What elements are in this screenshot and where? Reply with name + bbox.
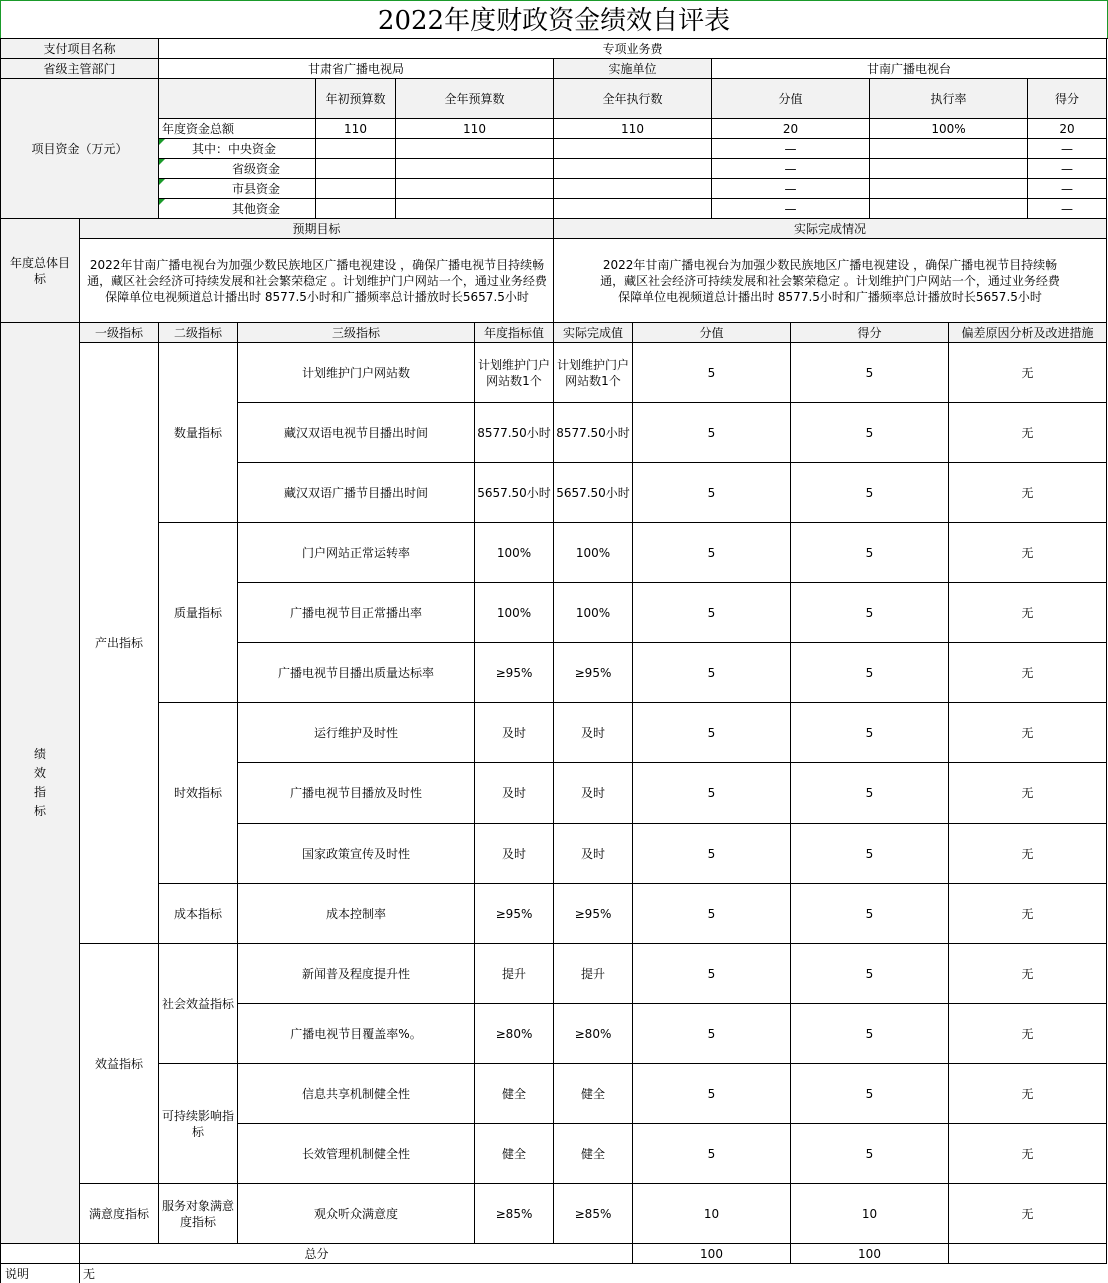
indicator-actual: 100% — [575, 605, 611, 620]
funds-value: — — [784, 181, 797, 196]
funds-value: 110 — [463, 121, 486, 136]
indicator-actual: 计划维护门户网站数1个 — [556, 357, 629, 388]
level1-indicator: 效益指标 — [94, 1056, 143, 1071]
funds-value: — — [784, 161, 797, 176]
level2-indicator: 服务对象满意度指标 — [161, 1198, 234, 1229]
indicator-name: 门户网站正常运转率 — [301, 545, 410, 560]
funds-value: — — [1061, 181, 1073, 196]
indicator-target: ≥95% — [495, 665, 533, 680]
indicators-col-header: 实际完成值 — [562, 325, 623, 340]
indicator-weight: 5 — [707, 605, 716, 620]
level2-indicator: 数量指标 — [173, 425, 222, 440]
indicator-note: 无 — [1021, 605, 1034, 620]
funds-row-label: 年度资金总额 — [162, 121, 235, 136]
funds-row-label: 省级资金 — [232, 161, 281, 176]
indicator-score: 5 — [865, 966, 874, 981]
indicator-weight: 5 — [707, 966, 716, 981]
indicator-name: 计划维护门户网站数 — [301, 365, 410, 380]
indicator-actual: ≥95% — [574, 665, 612, 680]
indicator-actual: 及时 — [580, 725, 605, 740]
indicator-weight: 5 — [707, 1086, 716, 1101]
indicator-weight: 5 — [707, 906, 716, 921]
expected-goal-text: 2022年甘南广播电视台为加强少数民族地区广播电视建设 ，确保广播电视节目持续畅通，藏区社会经济可持续发展和社会繁荣稳定 。计划维护门户网站一个，通过业务经费保障单位电视频道总计播出时 8577.5小时和广播频率总计播放时长5657.5小时 — [87, 257, 547, 304]
indicator-score: 5 — [865, 906, 874, 921]
indicator-weight: 5 — [707, 365, 716, 380]
indicator-target: 及时 — [501, 786, 526, 800]
indicator-score: 10 — [861, 1206, 878, 1221]
indicators-col-header: 得分 — [857, 325, 882, 340]
funds-col-header: 分值 — [778, 91, 803, 106]
indicator-name: 藏汉双语广播节目播出时间 — [283, 485, 428, 500]
indicators-col-header: 二级指标 — [173, 325, 222, 340]
indicators-section-label: 绩 效 指 标 — [33, 747, 46, 818]
project-name: 专项业务费 — [602, 41, 663, 56]
indicator-target: 5657.50小时 — [477, 485, 551, 500]
funds-col-header: 得分 — [1054, 91, 1079, 106]
funds-value: 20 — [1059, 121, 1075, 136]
indicator-name: 广播电视节目正常播出率 — [289, 605, 422, 620]
remarks-text: 无 — [83, 1266, 96, 1281]
funds-col-header: 年初预算数 — [325, 91, 386, 106]
indicator-name: 广播电视节目播放及时性 — [289, 786, 422, 800]
indicator-target: 100% — [496, 605, 532, 620]
indicators-col-header: 偏差原因分析及改进措施 — [961, 325, 1094, 340]
indicator-score: 5 — [865, 665, 874, 680]
funds-col-header: 全年执行数 — [602, 91, 663, 106]
total-label: 总分 — [304, 1246, 329, 1261]
indicator-name: 成本控制率 — [325, 906, 386, 921]
indicator-actual: ≥95% — [574, 906, 612, 921]
funds-value: — — [784, 141, 797, 156]
indicator-note: 无 — [1021, 966, 1034, 981]
indicator-score: 5 — [865, 605, 874, 620]
indicator-target: 计划维护门户网站数1个 — [477, 357, 550, 388]
indicator-name: 新闻普及程度提升性 — [301, 966, 410, 981]
indicator-note: 无 — [1021, 485, 1034, 500]
indicator-weight: 10 — [703, 1206, 720, 1221]
indicator-target: 及时 — [501, 725, 526, 740]
funds-value: 110 — [621, 121, 644, 136]
total-score: 100 — [858, 1246, 881, 1261]
indicator-note: 无 — [1021, 1026, 1034, 1041]
indicator-weight: 5 — [707, 1026, 716, 1041]
indicator-name: 观众听众满意度 — [313, 1206, 398, 1221]
indicator-note: 无 — [1021, 1086, 1034, 1101]
funds-row-label: 其他资金 — [232, 201, 281, 216]
dept-name: 甘肃省广播电视局 — [307, 61, 404, 76]
indicator-weight: 5 — [707, 425, 716, 440]
level1-indicator: 满意度指标 — [88, 1206, 149, 1221]
indicator-name: 藏汉双语电视节目播出时间 — [283, 425, 428, 440]
indicator-name: 运行维护及时性 — [313, 725, 398, 740]
indicator-name: 国家政策宣传及时性 — [301, 846, 410, 861]
indicator-actual: 及时 — [580, 846, 605, 861]
indicator-note: 无 — [1021, 786, 1034, 800]
indicator-name: 长效管理机制健全性 — [301, 1146, 410, 1161]
total-weight: 100 — [700, 1246, 723, 1261]
project-name-label: 支付项目名称 — [43, 41, 116, 56]
indicators-col-header: 年度指标值 — [483, 325, 544, 340]
indicator-target: 及时 — [501, 846, 526, 861]
indicator-note: 无 — [1021, 665, 1034, 680]
indicator-target: ≥80% — [495, 1026, 533, 1041]
funds-row-label: 市县资金 — [232, 181, 281, 196]
level2-indicator: 成本指标 — [173, 906, 222, 921]
indicator-name: 广播电视节目覆盖率%。 — [290, 1026, 422, 1041]
indicator-score: 5 — [865, 1086, 874, 1101]
indicator-weight: 5 — [707, 846, 716, 861]
goals-label: 年度总体目标 — [9, 255, 70, 286]
indicator-actual: 100% — [575, 545, 611, 560]
indicator-target: 健全 — [501, 1146, 526, 1161]
indicator-score: 5 — [865, 425, 874, 440]
indicator-note: 无 — [1021, 906, 1034, 921]
indicator-actual: 5657.50小时 — [556, 485, 630, 500]
indicator-target: ≥95% — [495, 906, 533, 921]
indicator-weight: 5 — [707, 725, 716, 740]
indicator-note: 无 — [1021, 1206, 1034, 1221]
funds-value: — — [1061, 201, 1073, 216]
impl-label: 实施单位 — [608, 61, 657, 76]
level2-indicator: 社会效益指标 — [161, 996, 234, 1011]
indicator-weight: 5 — [707, 665, 716, 680]
indicator-actual: ≥80% — [574, 1026, 612, 1041]
funds-value: — — [1061, 161, 1073, 176]
actual-goal-header: 实际完成情况 — [793, 221, 866, 236]
indicator-actual: 及时 — [580, 786, 605, 800]
level2-indicator: 质量指标 — [173, 605, 222, 620]
funds-value: 20 — [782, 121, 799, 136]
indicator-score: 5 — [865, 725, 874, 740]
indicator-weight: 5 — [707, 786, 716, 800]
indicator-actual: 8577.50小时 — [556, 425, 630, 440]
indicator-weight: 5 — [707, 485, 716, 500]
indicator-weight: 5 — [707, 545, 716, 560]
level2-indicator: 时效指标 — [173, 786, 222, 800]
indicator-actual: 健全 — [580, 1146, 605, 1161]
actual-goal-text: 2022年甘南广播电视台为加强少数民族地区广播电视建设 ，确保广播电视节目持续畅通，藏区社会经济可持续发展和社会繁荣稳定 。计划维护门户网站一个，通过业务经费保障单位电视频道总计播出时 8577.5小时和广播频率总计播放时长5657.5小时 — [600, 257, 1060, 304]
indicator-name: 信息共享机制健全性 — [301, 1086, 410, 1101]
impl-name: 甘南广播电视台 — [866, 61, 951, 76]
indicator-score: 5 — [865, 846, 874, 861]
funds-section-label: 项目资金（万元） — [31, 141, 128, 156]
indicator-name: 广播电视节目播出质量达标率 — [277, 665, 434, 680]
indicator-score: 5 — [865, 786, 874, 800]
indicator-actual: 健全 — [580, 1086, 605, 1101]
indicator-target: 100% — [496, 545, 532, 560]
level2-indicator: 可持续影响指标 — [161, 1108, 234, 1139]
funds-value: 100% — [931, 121, 966, 136]
page-title: 2022年度财政资金绩效自评表 — [377, 5, 731, 36]
level1-indicator: 产出指标 — [94, 636, 143, 650]
indicator-note: 无 — [1021, 425, 1034, 440]
indicator-target: 健全 — [501, 1086, 526, 1101]
funds-value: — — [1061, 141, 1073, 156]
indicator-note: 无 — [1021, 365, 1034, 380]
indicator-actual: 提升 — [580, 966, 605, 981]
indicators-col-header: 分值 — [699, 325, 724, 340]
indicator-note: 无 — [1021, 846, 1034, 861]
funds-value: — — [784, 201, 797, 216]
expected-goal-header: 预期目标 — [292, 221, 341, 236]
indicator-target: 提升 — [501, 966, 526, 981]
funds-col-header: 全年预算数 — [444, 91, 505, 106]
indicator-score: 5 — [865, 545, 874, 560]
indicator-note: 无 — [1021, 725, 1034, 740]
funds-col-header: 执行率 — [930, 91, 967, 106]
indicator-score: 5 — [865, 485, 874, 500]
dept-label: 省级主管部门 — [43, 61, 116, 76]
indicator-score: 5 — [865, 1146, 874, 1161]
funds-row-label: 其中：中央资金 — [192, 141, 277, 156]
indicator-score: 5 — [865, 1026, 874, 1041]
indicator-target: ≥85% — [495, 1206, 533, 1221]
indicator-weight: 5 — [707, 1146, 716, 1161]
indicator-note: 无 — [1021, 1146, 1034, 1161]
funds-value: 110 — [344, 121, 367, 136]
indicators-col-header: 一级指标 — [94, 325, 143, 340]
indicator-actual: ≥85% — [574, 1206, 612, 1221]
indicators-col-header: 三级指标 — [331, 325, 380, 340]
indicator-target: 8577.50小时 — [477, 425, 551, 440]
remarks-label: 说明 — [5, 1266, 30, 1281]
indicator-note: 无 — [1021, 545, 1034, 560]
indicator-score: 5 — [865, 365, 874, 380]
